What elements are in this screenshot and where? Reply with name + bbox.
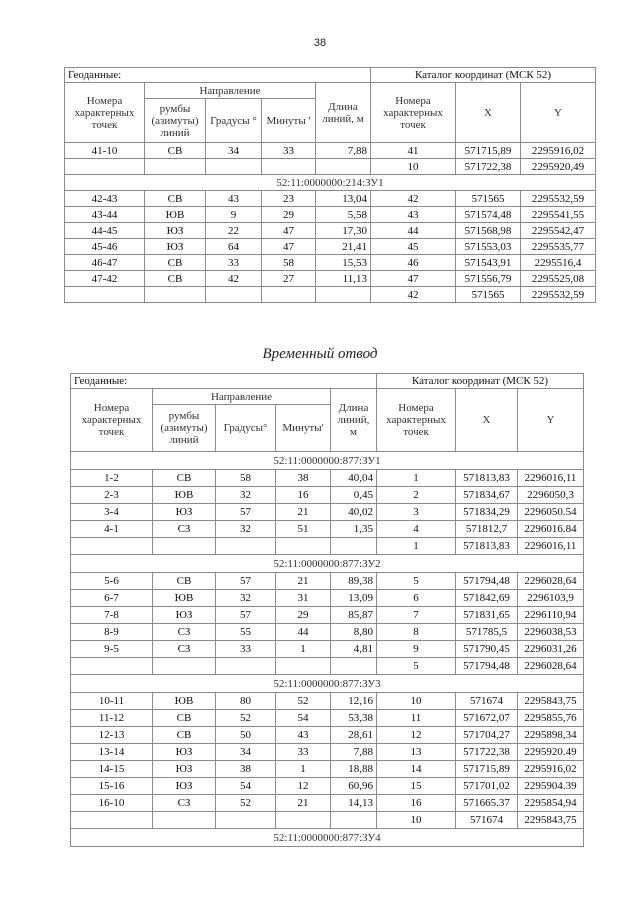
cell-rumb	[153, 812, 216, 829]
cell-len	[316, 287, 371, 303]
cell-x: 571790,45	[456, 641, 518, 658]
cell-rumb: СВ	[145, 143, 206, 159]
cell-min: 21	[276, 795, 331, 812]
cell-len: 17,30	[316, 223, 371, 239]
cell-x: 571813,83	[456, 470, 518, 487]
cell-y: 2296028,64	[518, 658, 584, 675]
table-row	[65, 239, 596, 255]
cell-min: 27	[262, 271, 316, 287]
cell-y: 2296110,94	[518, 607, 584, 624]
parcel-section-title: 52:11:0000000:877:ЗУ3	[71, 675, 584, 693]
cell-pt: 45	[371, 239, 456, 255]
cell-x: 571715,89	[456, 143, 521, 159]
cell-len: 13,09	[331, 590, 377, 607]
cell-len: 4,81	[331, 641, 377, 658]
cell-x: 571813,83	[456, 538, 518, 555]
cell-len: 14,13	[331, 795, 377, 812]
cell-min: 29	[262, 207, 316, 223]
table2-rows	[71, 452, 584, 847]
cell-y: 2296103,9	[518, 590, 584, 607]
col-point-numbers: Номера характерных точек	[65, 83, 145, 143]
cell-min: 52	[276, 693, 331, 710]
cell-x: 571794,48	[456, 573, 518, 590]
cell-line	[71, 538, 153, 555]
table-row	[71, 812, 584, 829]
cell-len: 21,41	[316, 239, 371, 255]
cell-y: 2296016,11	[518, 538, 584, 555]
cell-deg: 42	[206, 271, 262, 287]
cell-x: 571785,5	[456, 624, 518, 641]
cell-min: 1	[276, 761, 331, 778]
cell-min: 31	[276, 590, 331, 607]
cell-y: 2295920,49	[521, 159, 596, 175]
cell-pt: 43	[371, 207, 456, 223]
geodata-table-2	[70, 373, 584, 847]
cell-min	[276, 658, 331, 675]
cell-min: 33	[262, 143, 316, 159]
cell-min: 54	[276, 710, 331, 727]
cell-min	[262, 159, 316, 175]
cell-pt: 16	[377, 795, 456, 812]
cell-x: 571722,38	[456, 744, 518, 761]
table-row	[71, 624, 584, 641]
cell-deg	[216, 538, 276, 555]
cell-min: 21	[276, 504, 331, 521]
cell-len: 7,88	[331, 744, 377, 761]
col-y: Y	[521, 83, 596, 143]
cell-rumb: СВ	[145, 191, 206, 207]
cell-y: 2296031,26	[518, 641, 584, 658]
table-row	[71, 504, 584, 521]
cell-pt: 3	[377, 504, 456, 521]
parcel-section-title: 52:11:0000000:877:ЗУ1	[71, 452, 584, 470]
col-rumb: румбы (азимуты) линий	[145, 99, 206, 143]
table-row	[71, 538, 584, 555]
cell-y: 2296028,64	[518, 573, 584, 590]
cell-min: 16	[276, 487, 331, 504]
table-row	[65, 223, 596, 239]
cell-rumb: СВ	[145, 255, 206, 271]
cell-pt: 4	[377, 521, 456, 538]
cell-min	[276, 812, 331, 829]
cell-min: 47	[262, 223, 316, 239]
table-row	[65, 143, 596, 159]
cell-line: 13-14	[71, 744, 153, 761]
table-row	[71, 521, 584, 538]
cell-min: 12	[276, 778, 331, 795]
cell-line: 2-3	[71, 487, 153, 504]
cell-deg: 55	[216, 624, 276, 641]
table-row	[71, 590, 584, 607]
geodata-label: Геоданные:	[65, 68, 371, 83]
cell-y: 2295525,08	[521, 271, 596, 287]
cell-line: 3-4	[71, 504, 153, 521]
table-row	[65, 207, 596, 223]
cell-pt: 10	[377, 693, 456, 710]
cell-y: 2296050,3	[518, 487, 584, 504]
cell-len: 85,87	[331, 607, 377, 624]
cell-rumb: СВ	[153, 573, 216, 590]
cell-deg: 33	[216, 641, 276, 658]
cell-rumb: СЗ	[153, 624, 216, 641]
cell-y: 2295532,59	[521, 191, 596, 207]
cell-rumb: СВ	[153, 470, 216, 487]
table-row	[71, 641, 584, 658]
cell-pt: 11	[377, 710, 456, 727]
cell-x: 571674	[456, 693, 518, 710]
geodata-label: Геоданные:	[71, 374, 377, 389]
col-rumb: румбы (азимуты) линий	[153, 405, 216, 452]
col-point-numbers: Номера характерных точек	[71, 389, 153, 452]
cell-line: 10-11	[71, 693, 153, 710]
cell-pt: 13	[377, 744, 456, 761]
cell-min: 51	[276, 521, 331, 538]
cell-y: 2295541,55	[521, 207, 596, 223]
cell-len: 60,96	[331, 778, 377, 795]
cell-rumb: ЮВ	[153, 590, 216, 607]
catalog-label: Каталог координат (МСК 52)	[371, 68, 596, 83]
cell-y: 2295916,02	[518, 761, 584, 778]
cell-line: 43-44	[65, 207, 145, 223]
cell-rumb: ЮЗ	[153, 504, 216, 521]
cell-y: 2295535,77	[521, 239, 596, 255]
cell-len: 0,45	[331, 487, 377, 504]
cell-line: 44-45	[65, 223, 145, 239]
cell-pt: 42	[371, 191, 456, 207]
table-row	[71, 607, 584, 624]
table-row	[71, 744, 584, 761]
cell-len	[331, 658, 377, 675]
table-row	[71, 470, 584, 487]
cell-y: 2295898,34	[518, 727, 584, 744]
cell-x: 571565	[456, 287, 521, 303]
cell-rumb: СВ	[145, 271, 206, 287]
table-row	[65, 271, 596, 287]
cell-rumb: СВ	[153, 727, 216, 744]
cell-pt: 1	[377, 538, 456, 555]
cell-min: 33	[276, 744, 331, 761]
cell-line	[71, 658, 153, 675]
table-row	[65, 159, 596, 175]
cell-x: 571794,48	[456, 658, 518, 675]
geodata-table-1	[64, 67, 596, 303]
catalog-label: Каталог координат (МСК 52)	[377, 374, 584, 389]
cell-line: 41-10	[65, 143, 145, 159]
table-row	[71, 487, 584, 504]
section-title: Временный отвод	[262, 346, 378, 362]
cell-rumb: ЮВ	[153, 487, 216, 504]
cell-line: 6-7	[71, 590, 153, 607]
cell-y: 2295920.49	[518, 744, 584, 761]
cell-deg: 32	[216, 521, 276, 538]
cell-rumb: ЮВ	[153, 693, 216, 710]
cell-rumb: ЮЗ	[145, 239, 206, 255]
cell-line: 15-16	[71, 778, 153, 795]
cell-line: 5-6	[71, 573, 153, 590]
cell-line: 4-1	[71, 521, 153, 538]
cell-min: 44	[276, 624, 331, 641]
cell-len: 1,35	[331, 521, 377, 538]
cell-line: 14-15	[71, 761, 153, 778]
cell-pt: 47	[371, 271, 456, 287]
cell-pt: 46	[371, 255, 456, 271]
cell-pt: 42	[371, 287, 456, 303]
cell-x: 571842,69	[456, 590, 518, 607]
cell-line: 7-8	[71, 607, 153, 624]
cell-pt: 41	[371, 143, 456, 159]
cell-line	[65, 159, 145, 175]
cell-x: 571565	[456, 191, 521, 207]
cell-deg: 34	[216, 744, 276, 761]
cell-y: 2295542,47	[521, 223, 596, 239]
cell-pt: 9	[377, 641, 456, 658]
cell-pt: 10	[371, 159, 456, 175]
parcel-section-title: 52:11:0000000:214:ЗУ1	[65, 175, 596, 191]
table-row	[71, 795, 584, 812]
table-row	[71, 573, 584, 590]
cell-rumb: СЗ	[153, 641, 216, 658]
cell-pt: 15	[377, 778, 456, 795]
cell-min: 23	[262, 191, 316, 207]
cell-pt: 5	[377, 573, 456, 590]
cell-rumb	[145, 287, 206, 303]
cell-line	[71, 812, 153, 829]
cell-len: 13,04	[316, 191, 371, 207]
col-direction: Направление	[145, 83, 316, 99]
cell-deg: 34	[206, 143, 262, 159]
parcel-section-title: 52:11:0000000:877:ЗУ4	[71, 829, 584, 847]
cell-min: 21	[276, 573, 331, 590]
cell-rumb: ЮЗ	[153, 761, 216, 778]
cell-min: 43	[276, 727, 331, 744]
col-x: X	[456, 83, 521, 143]
cell-len: 40,02	[331, 504, 377, 521]
cell-min: 47	[262, 239, 316, 255]
cell-line: 47-42	[65, 271, 145, 287]
cell-deg: 32	[216, 487, 276, 504]
cell-rumb	[145, 159, 206, 175]
cell-len	[316, 159, 371, 175]
cell-deg: 57	[216, 607, 276, 624]
table-row	[71, 693, 584, 710]
cell-y: 2295854,94	[518, 795, 584, 812]
cell-x: 571834,29	[456, 504, 518, 521]
cell-x: 571665.37	[456, 795, 518, 812]
cell-rumb: СЗ	[153, 521, 216, 538]
cell-min: 29	[276, 607, 331, 624]
parcel-section-title: 52:11:0000000:877:ЗУ2	[71, 555, 584, 573]
cell-min	[276, 538, 331, 555]
cell-min	[262, 287, 316, 303]
cell-deg: 43	[206, 191, 262, 207]
cell-line: 11-12	[71, 710, 153, 727]
table-row	[71, 761, 584, 778]
cell-deg: 32	[216, 590, 276, 607]
col-minutes: Минуты '	[262, 99, 316, 143]
col-catalog-point-numbers: Номера характерных точек	[377, 389, 456, 452]
cell-deg	[206, 159, 262, 175]
cell-pt: 12	[377, 727, 456, 744]
cell-len: 12,16	[331, 693, 377, 710]
cell-line: 45-46	[65, 239, 145, 255]
cell-rumb: ЮЗ	[153, 607, 216, 624]
cell-len: 40,04	[331, 470, 377, 487]
cell-deg: 54	[216, 778, 276, 795]
col-catalog-point-numbers: Номера характерных точек	[371, 83, 456, 143]
table1-rows	[65, 191, 596, 303]
cell-deg	[216, 812, 276, 829]
col-direction: Направление	[153, 389, 331, 405]
cell-x: 571674	[456, 812, 518, 829]
table-row	[71, 658, 584, 675]
cell-x: 571704,27	[456, 727, 518, 744]
cell-y: 2295532,59	[521, 287, 596, 303]
table-row	[65, 287, 596, 303]
col-y: Y	[518, 389, 584, 452]
cell-min: 58	[262, 255, 316, 271]
table-row	[65, 191, 596, 207]
cell-min: 38	[276, 470, 331, 487]
cell-deg: 57	[216, 573, 276, 590]
cell-deg: 50	[216, 727, 276, 744]
cell-y: 2295843,75	[518, 693, 584, 710]
cell-x: 571834,67	[456, 487, 518, 504]
cell-y: 2295516,4	[521, 255, 596, 271]
cell-pt: 7	[377, 607, 456, 624]
cell-y: 2296016,11	[518, 470, 584, 487]
cell-y: 2295904.39	[518, 778, 584, 795]
cell-pt: 2	[377, 487, 456, 504]
cell-pt: 5	[377, 658, 456, 675]
cell-min: 1	[276, 641, 331, 658]
cell-pt: 14	[377, 761, 456, 778]
cell-line: 42-43	[65, 191, 145, 207]
cell-deg	[216, 658, 276, 675]
cell-rumb: ЮЗ	[153, 744, 216, 761]
cell-x: 571722,38	[456, 159, 521, 175]
cell-len: 53,38	[331, 710, 377, 727]
cell-x: 571553,03	[456, 239, 521, 255]
col-length: Длина линий, м	[316, 83, 371, 143]
page-number: 38	[313, 37, 327, 49]
cell-line: 9-5	[71, 641, 153, 658]
cell-deg: 33	[206, 255, 262, 271]
cell-len: 7,88	[316, 143, 371, 159]
cell-len: 89,38	[331, 573, 377, 590]
cell-rumb: ЮВ	[145, 207, 206, 223]
cell-y: 2295843,75	[518, 812, 584, 829]
col-length: Длина линий, м	[331, 389, 377, 452]
cell-deg: 52	[216, 710, 276, 727]
cell-deg: 52	[216, 795, 276, 812]
cell-line: 8-9	[71, 624, 153, 641]
cell-len: 5,58	[316, 207, 371, 223]
cell-deg: 38	[216, 761, 276, 778]
cell-x: 571543,91	[456, 255, 521, 271]
cell-x: 571556,79	[456, 271, 521, 287]
cell-x: 571701,02	[456, 778, 518, 795]
cell-rumb: СВ	[153, 710, 216, 727]
cell-rumb: ЮЗ	[153, 778, 216, 795]
table-row	[71, 727, 584, 744]
col-minutes: Минуты'	[276, 405, 331, 452]
cell-rumb: СЗ	[153, 795, 216, 812]
cell-line	[65, 287, 145, 303]
cell-len	[331, 812, 377, 829]
table-row	[65, 255, 596, 271]
cell-deg: 64	[206, 239, 262, 255]
cell-pt: 6	[377, 590, 456, 607]
cell-len	[331, 538, 377, 555]
cell-x: 571568,98	[456, 223, 521, 239]
cell-len: 11,13	[316, 271, 371, 287]
col-x: X	[456, 389, 518, 452]
cell-x: 571672,07	[456, 710, 518, 727]
col-degrees: Градусы °	[206, 99, 262, 143]
cell-rumb	[153, 538, 216, 555]
cell-deg: 9	[206, 207, 262, 223]
table-row	[71, 710, 584, 727]
cell-y: 2296038,53	[518, 624, 584, 641]
cell-line: 46-47	[65, 255, 145, 271]
cell-len: 8,80	[331, 624, 377, 641]
cell-y: 2296050.54	[518, 504, 584, 521]
cell-x: 571715,89	[456, 761, 518, 778]
cell-len: 18,88	[331, 761, 377, 778]
cell-pt: 10	[377, 812, 456, 829]
cell-deg: 22	[206, 223, 262, 239]
cell-y: 2295855,76	[518, 710, 584, 727]
cell-x: 571812,7	[456, 521, 518, 538]
cell-x: 571831,65	[456, 607, 518, 624]
cell-pt: 8	[377, 624, 456, 641]
cell-pt: 44	[371, 223, 456, 239]
cell-y: 2296016.84	[518, 521, 584, 538]
table-row	[71, 778, 584, 795]
cell-line: 1-2	[71, 470, 153, 487]
cell-deg: 58	[216, 470, 276, 487]
cell-rumb: ЮЗ	[145, 223, 206, 239]
cell-y: 2295916,02	[521, 143, 596, 159]
cell-line: 16-10	[71, 795, 153, 812]
cell-deg	[206, 287, 262, 303]
cell-deg: 57	[216, 504, 276, 521]
cell-rumb	[153, 658, 216, 675]
cell-deg: 80	[216, 693, 276, 710]
cell-x: 571574,48	[456, 207, 521, 223]
cell-line: 12-13	[71, 727, 153, 744]
cell-pt: 1	[377, 470, 456, 487]
cell-len: 28,61	[331, 727, 377, 744]
col-degrees: Градусы°	[216, 405, 276, 452]
cell-len: 15,53	[316, 255, 371, 271]
